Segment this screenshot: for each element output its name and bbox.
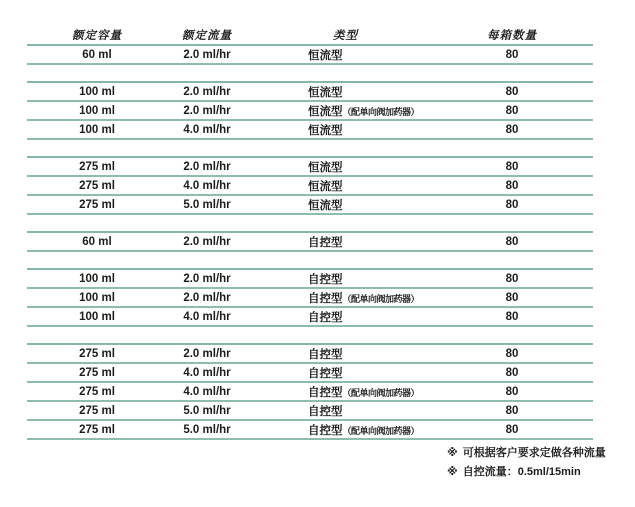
type-label: 恒流型 (308, 161, 343, 174)
table-group (27, 231, 593, 252)
table-row (27, 289, 593, 308)
cell-qty-per-box: 80 (505, 347, 519, 360)
type-label: 自控型 (308, 386, 343, 399)
cell-qty-per-box: 80 (505, 235, 519, 248)
cell-rated-capacity: 275 ml (79, 366, 115, 379)
reference-mark-icon: ※ (447, 466, 458, 478)
cell-rated-capacity: 275 ml (79, 423, 115, 436)
table-header-row (27, 25, 593, 44)
footnote-custom-flow (447, 444, 606, 463)
cell-rated-flow: 5.0 ml/hr (183, 423, 231, 436)
cell-qty-per-box: 80 (505, 123, 519, 136)
cell-rated-flow: 5.0 ml/hr (183, 198, 231, 211)
cell-rated-flow: 4.0 ml/hr (183, 366, 231, 379)
cell-rated-flow: 2.0 ml/hr (183, 235, 231, 248)
table-group (27, 44, 593, 65)
footnote-text: 可根据客户要求定做各种流量 (462, 447, 606, 459)
cell-rated-flow: 4.0 ml/hr (183, 385, 231, 398)
cell-type (247, 290, 450, 306)
cell-qty-per-box: 80 (505, 423, 519, 436)
cell-rated-capacity: 275 ml (79, 385, 115, 398)
cell-rated-capacity: 100 ml (79, 310, 115, 323)
footnote-self-control-flow (447, 463, 606, 482)
cell-rated-flow: 2.0 ml/hr (183, 85, 231, 98)
cell-type (247, 365, 450, 381)
type-label: 自控型 (308, 236, 343, 249)
cell-rated-capacity: 100 ml (79, 104, 115, 117)
table-row (27, 364, 593, 383)
cell-qty-per-box: 80 (505, 85, 519, 98)
cell-qty-per-box: 80 (505, 104, 519, 117)
type-label: 自控型 (308, 424, 343, 437)
table-body (27, 44, 593, 440)
type-note-label: （配单向阀加药器） (342, 106, 420, 117)
table-row (27, 421, 593, 440)
cell-qty-per-box: 80 (505, 272, 519, 285)
type-label: 自控型 (308, 367, 343, 380)
cell-rated-flow: 2.0 ml/hr (183, 272, 231, 285)
header-qty-per-box: 每箱数量 (487, 29, 537, 42)
table-row (27, 196, 593, 215)
type-label: 自控型 (308, 292, 343, 305)
type-note-label: （配单向阀加药器） (342, 425, 420, 436)
table-group (27, 156, 593, 215)
table-group (27, 268, 593, 327)
cell-rated-capacity: 275 ml (79, 404, 115, 417)
cell-rated-flow: 4.0 ml/hr (183, 123, 231, 136)
reference-mark-icon: ※ (447, 447, 458, 459)
table-group (27, 343, 593, 440)
table-row (27, 121, 593, 140)
type-label: 恒流型 (308, 124, 343, 137)
spec-table (27, 25, 593, 440)
type-label: 自控型 (308, 311, 343, 324)
cell-rated-capacity: 275 ml (79, 347, 115, 360)
type-label: 自控型 (308, 348, 343, 361)
cell-rated-flow: 2.0 ml/hr (183, 291, 231, 304)
cell-type (247, 103, 450, 119)
cell-type (247, 178, 450, 194)
cell-type (247, 403, 450, 419)
cell-qty-per-box: 80 (505, 404, 519, 417)
cell-rated-flow: 2.0 ml/hr (183, 347, 231, 360)
cell-type (247, 422, 450, 438)
header-type: 类型 (333, 29, 358, 42)
cell-type (247, 309, 450, 325)
type-label: 自控型 (308, 273, 343, 286)
header-rated-flow: 额定流量 (182, 29, 232, 42)
cell-rated-capacity: 275 ml (79, 160, 115, 173)
type-label: 恒流型 (308, 180, 343, 193)
cell-rated-flow: 4.0 ml/hr (183, 179, 231, 192)
cell-rated-capacity: 100 ml (79, 291, 115, 304)
type-label: 恒流型 (308, 86, 343, 99)
table-row (27, 270, 593, 289)
cell-type (247, 122, 450, 138)
cell-qty-per-box: 80 (505, 385, 519, 398)
cell-rated-capacity: 275 ml (79, 198, 115, 211)
cell-qty-per-box: 80 (505, 48, 519, 61)
table-row (27, 177, 593, 196)
cell-rated-capacity: 275 ml (79, 179, 115, 192)
table-row (27, 46, 593, 65)
type-label: 恒流型 (308, 49, 343, 62)
cell-type (247, 84, 450, 100)
table-group (27, 81, 593, 140)
cell-rated-flow: 5.0 ml/hr (183, 404, 231, 417)
cell-rated-flow: 4.0 ml/hr (183, 310, 231, 323)
header-rated-capacity: 额定容量 (72, 29, 122, 42)
type-label: 自控型 (308, 405, 343, 418)
type-label: 恒流型 (308, 105, 343, 118)
cell-qty-per-box: 80 (505, 160, 519, 173)
table-row (27, 308, 593, 327)
cell-qty-per-box: 80 (505, 366, 519, 379)
table-row (27, 402, 593, 421)
table-row (27, 102, 593, 121)
cell-qty-per-box: 80 (505, 291, 519, 304)
footnotes (447, 444, 606, 482)
footnote-text: 自控流量：0.5ml/15min (462, 466, 581, 478)
cell-rated-capacity: 60 ml (82, 235, 112, 248)
table-row (27, 158, 593, 177)
cell-type (247, 384, 450, 400)
table-row (27, 383, 593, 402)
cell-qty-per-box: 80 (505, 179, 519, 192)
cell-type (247, 47, 450, 63)
cell-rated-flow: 2.0 ml/hr (183, 160, 231, 173)
type-label: 恒流型 (308, 199, 343, 212)
type-note-label: （配单向阀加药器） (342, 293, 420, 304)
cell-qty-per-box: 80 (505, 198, 519, 211)
table-row (27, 345, 593, 364)
cell-rated-capacity: 60 ml (82, 48, 112, 61)
table-row (27, 83, 593, 102)
cell-type (247, 346, 450, 362)
cell-type (247, 159, 450, 175)
cell-type (247, 271, 450, 287)
cell-type (247, 234, 450, 250)
cell-type (247, 197, 450, 213)
type-note-label: （配单向阀加药器） (342, 387, 420, 398)
table-row (27, 233, 593, 252)
cell-rated-capacity: 100 ml (79, 272, 115, 285)
cell-qty-per-box: 80 (505, 310, 519, 323)
cell-rated-capacity: 100 ml (79, 85, 115, 98)
cell-rated-capacity: 100 ml (79, 123, 115, 136)
cell-rated-flow: 2.0 ml/hr (183, 104, 231, 117)
cell-rated-flow: 2.0 ml/hr (183, 48, 231, 61)
